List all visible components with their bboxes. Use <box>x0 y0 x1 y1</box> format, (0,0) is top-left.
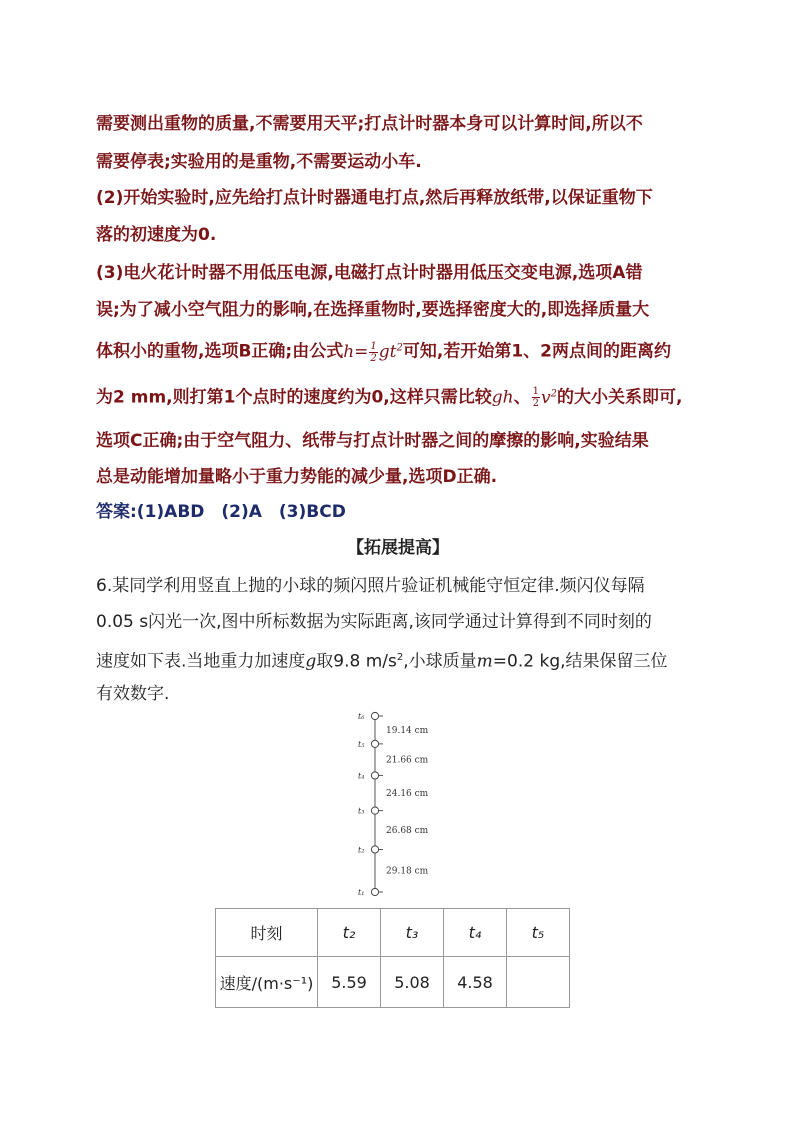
value-cell: 4.58 <box>444 957 507 1008</box>
question-line-1: 6.某同学利用竖直上抛的小球的频闪照片验证机械能守恒定律.频闪仪每隔 <box>96 576 645 596</box>
section-title: 【拓展提高】 <box>347 538 449 558</box>
fraction-one-half: $\frac{1}{2}$ <box>370 340 377 364</box>
time-label: t₁ <box>358 888 365 897</box>
distance-label: 29.18 cm <box>386 866 429 877</box>
value-cell: 5.08 <box>381 957 444 1008</box>
time-label: t₄ <box>358 771 365 781</box>
answer-line: 答案:(1)ABD (2)A (3)BCD <box>96 502 346 522</box>
question-line-3: 速度如下表.当地重力加速度g取9.8 $m/s^2$,小球质量m=0.2 kg,结果保留三位 <box>96 651 668 672</box>
header-cell: t₅ <box>507 909 570 957</box>
ball-position <box>371 807 378 814</box>
time-label: t₂ <box>358 845 365 855</box>
solution-line-10: 总是动能增加量略小于重力势能的减少量,选项D正确. <box>96 467 498 487</box>
formula-h: h= $\frac{1}{2}$ $gt^2$ <box>343 340 403 364</box>
solution-line-9: 选项C正确;由于空气阻力、纸带与打点计时器之间的摩擦的影响,实验结果 <box>96 431 649 451</box>
ball-position <box>371 772 378 779</box>
ball-position <box>371 740 378 747</box>
solution-line-8: 为2 mm,则打第1个点时的速度约为0,这样只需比较gh、 $\frac{1}{2}$ $v^2$的大小关系即可, <box>96 386 683 410</box>
strobe-photo-figure <box>356 706 486 902</box>
solution-line-3: (2)开始实验时,应先给打点计时器通电打点,然后再释放纸带,以保证重物下 <box>96 188 653 208</box>
value-cell <box>507 957 570 1008</box>
header-cell: 时刻 <box>216 909 318 957</box>
value-cell: 5.59 <box>318 957 381 1008</box>
solution-line-6: 误;为了减小空气阻力的影响,在选择重物时,要选择密度大的,即选择质量大 <box>96 300 650 320</box>
header-cell: t₃ <box>381 909 444 957</box>
solution-line-7: 体积小的重物,选项B正确;由公式h= $\frac{1}{2}$ $gt^2$可知,若开始第1、2两点间的距离约 <box>96 340 672 364</box>
solution-line-2: 需要停表;实验用的是重物,不需要运动小车. <box>96 152 422 172</box>
time-label: t₃ <box>358 806 365 816</box>
distance-label: 19.14 cm <box>386 725 429 736</box>
distance-label: 26.68 cm <box>386 826 429 837</box>
formula-gh: gh <box>491 387 514 408</box>
ball-position <box>371 888 378 895</box>
formula-v2: $v^2$ <box>540 387 557 408</box>
question-line-2: 0.05 s闪光一次,图中所标数据为实际距离,该同学通过计算得到不同时刻的 <box>96 612 652 632</box>
solution-line-5: (3)电火花计时器不用低压电源,电磁打点计时器用低压交变电源,选项A错 <box>96 263 643 283</box>
time-label: t₅ <box>358 739 365 749</box>
ball-position <box>371 846 378 853</box>
fraction-one-half: $\frac{1}{2}$ <box>532 386 539 410</box>
header-cell: t₂ <box>318 909 381 957</box>
question-line-4: 有效数字. <box>96 684 170 704</box>
time-label: t₆ <box>358 712 365 721</box>
distance-label: 24.16 cm <box>386 789 429 800</box>
table-row <box>216 957 570 1008</box>
table-header-row <box>216 909 570 957</box>
solution-line-1: 需要测出重物的质量,不需要用天平;打点计时器本身可以计算时间,所以不 <box>96 114 643 134</box>
velocity-table <box>215 908 570 1008</box>
solution-line-4: 落的初速度为0. <box>96 225 217 245</box>
header-cell: t₄ <box>444 909 507 957</box>
distance-label: 21.66 cm <box>386 755 429 766</box>
ball-position <box>371 712 378 719</box>
row-label-cell: 速度/(m·s⁻¹) <box>216 957 318 1008</box>
strobe-diagram <box>356 706 486 902</box>
